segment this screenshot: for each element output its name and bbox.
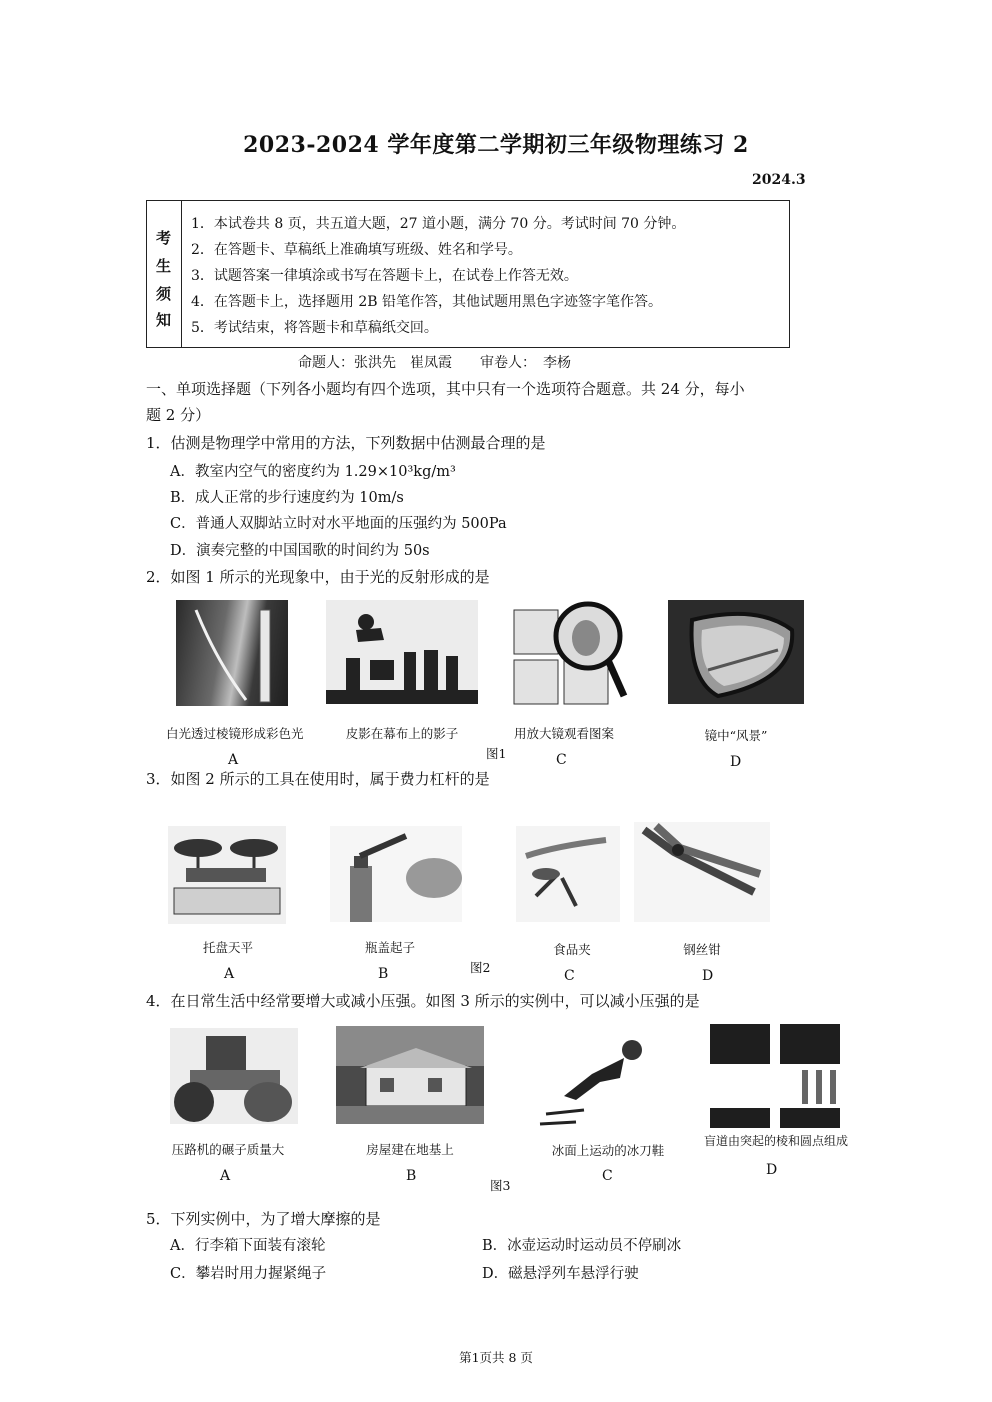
car-mirror-photo — [668, 600, 804, 704]
figure-3-caption-b: 房屋建在地基上 — [366, 1142, 454, 1157]
figure-1-caption-b: 皮影在幕布上的影子 — [345, 726, 459, 741]
house-illustration — [336, 1026, 484, 1124]
question-5-option-c: C．攀岩时用力握紧绳子 — [170, 1266, 327, 1282]
balance-scale-photo — [168, 826, 286, 924]
tactile-paving-illustration — [710, 1024, 842, 1128]
figure-2-caption-b: 瓶盖起子 — [364, 940, 415, 955]
figure-2-label: 图2 — [470, 960, 491, 975]
notice-heading-char: 生 — [156, 257, 172, 275]
house-photo — [336, 1026, 484, 1124]
prism-illustration — [176, 600, 288, 706]
notice-heading — [147, 201, 182, 347]
notice-heading-char: 须 — [156, 285, 172, 303]
figure-3-letter-c: C — [602, 1168, 613, 1184]
pliers-illustration — [634, 822, 770, 922]
figure-1-letter-d: D — [730, 754, 742, 770]
figure-1-caption-a: 白光透过棱镜形成彩色光 — [166, 726, 304, 741]
notice-item: 1．本试卷共 8 页，共五道大题，27 道小题，满分 70 分。考试时间 70 分钟。 — [191, 216, 686, 232]
shadow-puppet-illustration — [326, 600, 478, 704]
notice-item: 2．在答题卡、草稿纸上准确填写班级、姓名和学号。 — [191, 242, 522, 258]
question-2-stem: 2．如图 1 所示的光现象中，由于光的反射形成的是 — [146, 568, 490, 586]
balance-scale-illustration — [168, 826, 286, 924]
question-5-option-a: A．行李箱下面装有滚轮 — [170, 1238, 326, 1254]
road-roller-photo — [170, 1028, 298, 1124]
figure-3-caption-c: 冰面上运动的冰刀鞋 — [551, 1143, 665, 1158]
question-1-option-d: D．演奏完整的中国国歌的时间约为 50s — [170, 543, 430, 559]
figure-3-label: 图3 — [490, 1178, 511, 1193]
food-tongs-photo — [516, 826, 620, 922]
notice-box — [146, 200, 790, 348]
figure-3-letter-a: A — [220, 1168, 231, 1184]
car-mirror-illustration — [668, 600, 804, 704]
figure-3-letter-b: B — [406, 1168, 417, 1184]
skater-photo — [536, 1034, 654, 1130]
section-heading-cont: 题 2 分） — [146, 406, 211, 424]
figure-3-caption-a: 压路机的碾子质量大 — [171, 1142, 285, 1157]
tactile-paving-photo — [710, 1024, 842, 1128]
figure-2-letter-b: B — [378, 966, 389, 982]
question-5-stem: 5．下列实例中，为了增大摩擦的是 — [146, 1210, 381, 1228]
question-1-option-a: A．教室内空气的密度约为 1.29×10³kg/m³ — [170, 464, 456, 480]
page-footer: 第1页共 8 页 — [459, 1350, 533, 1365]
notice-item: 4．在答题卡上，选择题用 2B 铅笔作答，其他试题用黑色字迹签字笔作答。 — [191, 294, 663, 310]
figure-2-letter-c: C — [564, 968, 575, 984]
question-3-stem: 3．如图 2 所示的工具在使用时，属于费力杠杆的是 — [146, 770, 490, 788]
food-tongs-illustration — [516, 826, 620, 922]
question-1-stem: 1．估测是物理学中常用的方法，下列数据中估测最合理的是 — [146, 434, 546, 452]
road-roller-illustration — [170, 1028, 298, 1124]
prism-photo — [176, 600, 288, 706]
figure-1-label: 图1 — [486, 746, 507, 761]
notice-heading-char: 知 — [156, 311, 172, 329]
question-1-option-b: B．成人正常的步行速度约为 10m/s — [170, 490, 404, 506]
figure-1-letter-a: A — [228, 752, 239, 768]
question-4-stem: 4．在日常生活中经常要增大或减小压强。如图 3 所示的实例中，可以减小压强的是 — [146, 992, 700, 1010]
question-1-option-c: C．普通人双脚站立时对水平地面的压强约为 500Pa — [170, 516, 507, 532]
authors-line: 命题人：张洪先 崔凤霞 审卷人： 李杨 — [298, 355, 571, 371]
section-heading: 一、单项选择题（下列各小题均有四个选项，其中只有一个选项符合题意。共 24 分，每小 — [146, 380, 745, 398]
notice-item: 5．考试结束，将答题卡和草稿纸交回。 — [191, 320, 438, 336]
pliers-photo — [634, 822, 770, 922]
figure-2-caption-a: 托盘天平 — [202, 940, 253, 955]
figure-1-letter-c: C — [556, 752, 567, 768]
figure-1-caption-c: 用放大镜观看图案 — [513, 726, 614, 741]
figure-3-caption-d: 盲道由突起的棱和圆点组成 — [703, 1134, 848, 1148]
figure-2-caption-c: 食品夹 — [553, 942, 591, 957]
shadow-puppet-photo — [326, 600, 478, 704]
notice-heading-char: 考 — [156, 229, 172, 247]
question-5-option-d: D．磁悬浮列车悬浮行驶 — [482, 1266, 639, 1282]
figure-3-letter-d: D — [766, 1162, 778, 1178]
figure-1-caption-d: 镜中“风景” — [704, 728, 768, 743]
figure-2-letter-d: D — [702, 968, 714, 984]
notice-item: 3．试题答案一律填涂或书写在答题卡上，在试卷上作答无效。 — [191, 268, 578, 284]
page-title: 2023-2024 学年度第二学期初三年级物理练习 2 — [243, 132, 749, 158]
figure-2-caption-d: 钢丝钳 — [683, 942, 721, 957]
exam-date: 2024.3 — [752, 172, 806, 188]
magnifier-illustration — [510, 596, 628, 710]
bottle-opener-illustration — [330, 826, 462, 922]
question-5-option-b: B．冰壶运动时运动员不停刷冰 — [482, 1238, 682, 1254]
skater-illustration — [536, 1034, 654, 1130]
figure-2-letter-a: A — [224, 966, 235, 982]
magnifier-photo — [510, 596, 628, 710]
bottle-opener-photo — [330, 826, 462, 922]
